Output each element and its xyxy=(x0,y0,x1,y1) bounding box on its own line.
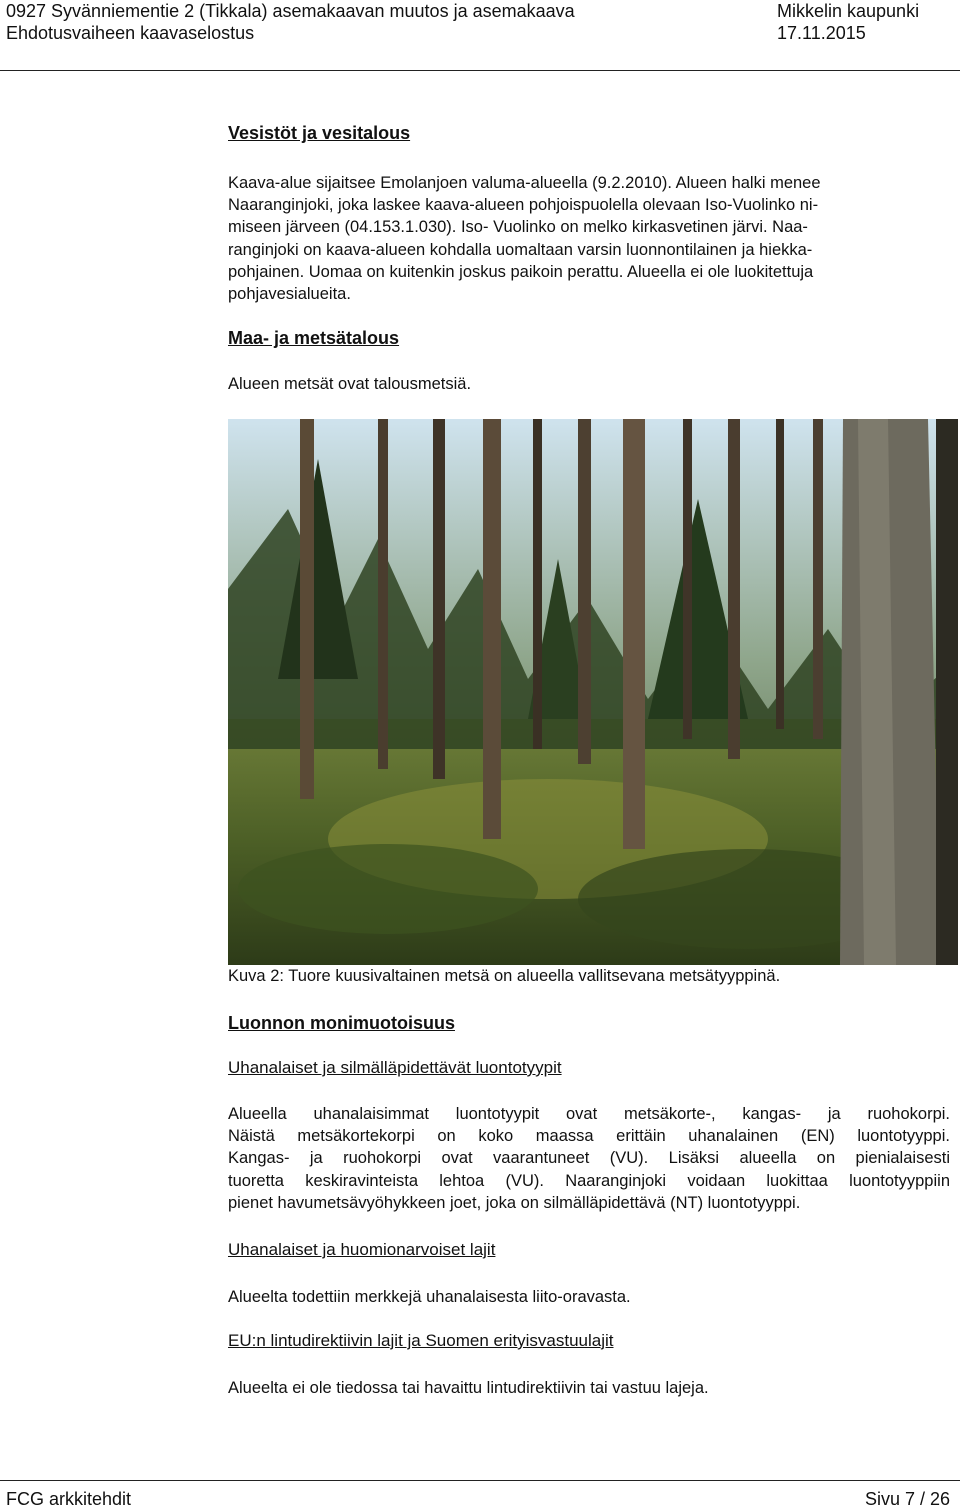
subheading-lajit: Uhanalaiset ja huomionarvoiset lajit xyxy=(228,1240,496,1259)
text-line: Alueella uhanalaisimmat luontotyypit ovat metsäkorte-, kangas- ja ruohokorpi. xyxy=(228,1105,950,1123)
footer-company: FCG arkkitehdit xyxy=(6,1489,132,1509)
text-line: Naaranginjoki, joka laskee kaava-alueen pohjoispuolella olevaan Iso-Vuolinko ni- xyxy=(228,196,819,215)
paragraph-lajit xyxy=(228,1286,631,1308)
forest-photo xyxy=(228,419,958,965)
heading-maa-ja-metsatalous: Maa- ja metsätalous xyxy=(228,328,400,348)
text-line: Alueelta todettiin merkkejä uhanalaisesta liito-oravasta. xyxy=(228,1288,631,1306)
text-line: pohjainen. Uomaa on kuitenkin joskus paikoin perattu. Alueella ei ole luokitettuja xyxy=(228,262,814,281)
text-line: Kangas- ja ruohokorpi ovat vaarantuneet (VU). Lisäksi alueella on pienialaisesti xyxy=(228,1149,950,1168)
header-right xyxy=(777,0,919,44)
document-title: 0927 Syvänniementie 2 (Tikkala) asemakaavan muutos ja asemakaava xyxy=(6,1,575,21)
organization-name: Mikkelin kaupunki xyxy=(777,1,920,21)
paragraph-lintudirektiivi xyxy=(228,1377,709,1399)
text-line: pohjavesialueita. xyxy=(228,285,351,304)
heading-vesistot: Vesistöt ja vesitalous xyxy=(228,123,411,143)
photo-caption: Kuva 2: Tuore kuusivaltainen metsä on alueella vallitsevana metsätyyppinä. xyxy=(228,967,781,985)
paragraph-maa xyxy=(228,373,471,395)
subheading-lintudirektiivi: EU:n lintudirektiivin lajit ja Suomen erityisvastuulajit xyxy=(228,1331,614,1350)
paragraph-vesistot xyxy=(228,172,950,305)
subheading-luontotyypit: Uhanalaiset ja silmälläpidettävät luontotyypit xyxy=(228,1058,562,1077)
paragraph-luontotyypit xyxy=(228,1103,950,1214)
page-number: Sivu 7 / 26 xyxy=(864,1489,950,1509)
text-line: Kaava-alue sijaitsee Emolanjoen valuma-alueella (9.2.2010). Alueen halki menee xyxy=(228,174,821,192)
page-footer xyxy=(0,1480,960,1508)
page-header xyxy=(0,0,960,71)
text-line: pienet havumetsävyöhykkeen joet, joka on silmälläpidettävä (NT) luontotyyppi. xyxy=(228,1193,801,1212)
text-line: ranginjoki on kaava-alueen kohdalla uomaltaan varsin luonnontilainen ja hiekka- xyxy=(228,240,813,259)
header-left xyxy=(6,0,575,44)
text-line: Alueen metsät ovat talousmetsiä. xyxy=(228,375,472,393)
document-subtitle: Ehdotusvaiheen kaavaselostus xyxy=(6,23,255,43)
document-date: 17.11.2015 xyxy=(777,23,866,43)
text-line: tuoretta keskiravinteista lehtoa (VU). Naaranginjoki voidaan luokittaa luontotyyppiin xyxy=(228,1171,950,1190)
text-line: Näistä metsäkortekorpi on koko maassa erittäin uhanalainen (EN) luontotyyppi. xyxy=(228,1127,950,1146)
heading-luonnon-monimuotoisuus: Luonnon monimuotoisuus xyxy=(228,1013,455,1033)
forest-photo-illustration xyxy=(228,419,958,965)
text-line: miseen järveen (04.153.1.030). Iso- Vuolinko on melko kirkasvetinen järvi. Naa- xyxy=(228,218,808,237)
text-line: Alueelta ei ole tiedossa tai havaittu lintudirektiivin tai vastuu lajeja. xyxy=(228,1379,709,1397)
